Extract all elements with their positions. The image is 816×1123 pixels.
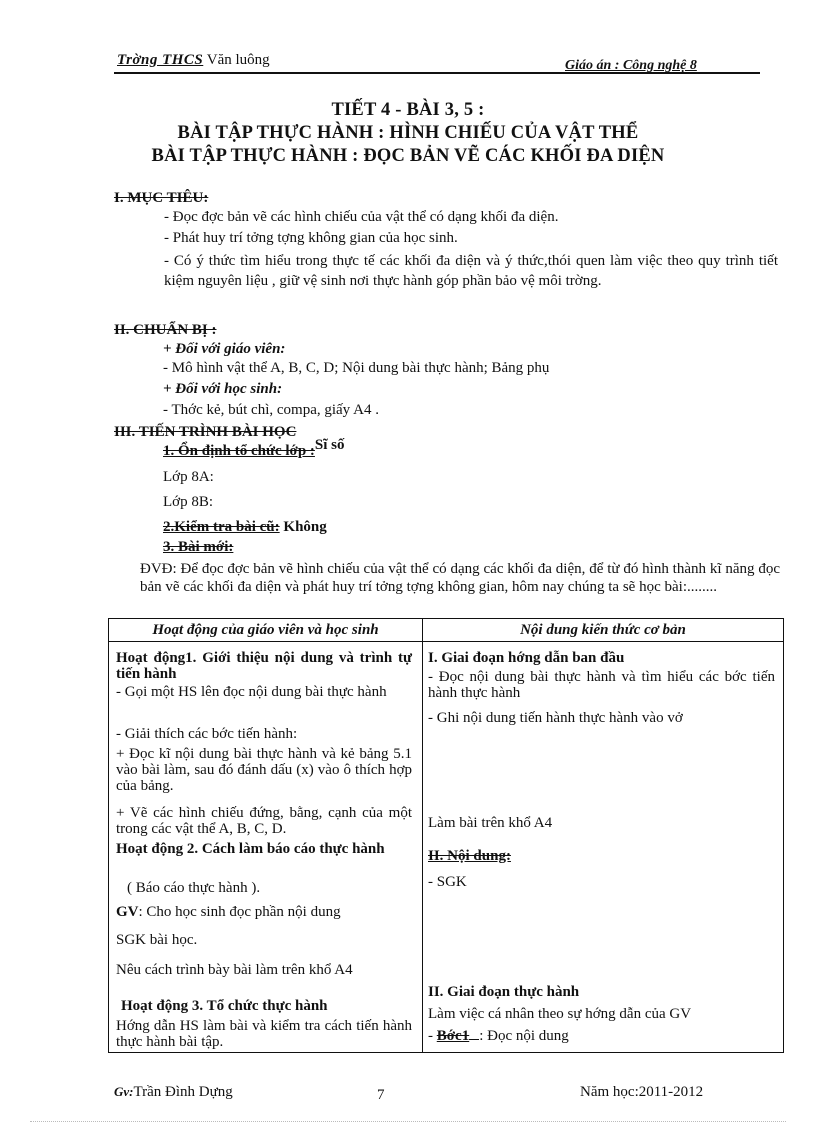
page-number: 7: [377, 1087, 385, 1103]
activity-text: SGK bài học.: [116, 932, 198, 948]
teacher-prep-label: + Đối với giáo viên:: [163, 341, 286, 357]
content-section-title: II. Nội dung:: [428, 848, 511, 864]
activity-text: - Giải thích các bớc tiến hành:: [116, 726, 298, 742]
step-2-value: Không: [279, 519, 327, 535]
lesson-title: TIẾT 4 - BÀI 3, 5 :: [331, 100, 485, 120]
step-3-label: 3. Bài mới:: [163, 539, 234, 555]
activity-text: - Gọi một HS lên đọc nội dung bài thực hành: [116, 684, 387, 700]
step-2-label: 2.Kiểm tra bài cũ:: [163, 519, 280, 535]
table-header-content: Nội dung kiến thức cơ bản: [423, 619, 784, 642]
content-text: Làm bài trên khổ A4: [428, 815, 553, 831]
content-column: [423, 642, 784, 1053]
lesson-subtitle-1: BÀI TẬP THỰC HÀNH : HÌNH CHIẾU CỦA VẬT THỂ: [177, 123, 639, 143]
stage-1-title: I. Giai đoạn hớng dẫn ban đầu: [428, 650, 625, 666]
step-2: [163, 519, 327, 536]
intro-paragraph: ĐVĐ: Để đọc đợc bản vẽ hình chiếu của vật thể có dạng các khối đa diện, để từ đó hình thành kĩ năng đọc bản vẽ các khối đa diện và phát huy trí tởng tợng không gian, hôm nay chúng ta sẽ học bài:........: [140, 561, 780, 595]
step-line: - Bớc1 : Đọc nội dung: [428, 1028, 569, 1044]
activity-text: [116, 904, 412, 920]
activity-text: + Vẽ các hình chiếu đứng, bằng, cạnh của một trong các vật thể A, B, C, D.: [116, 805, 412, 837]
footer-teacher: [114, 1084, 233, 1101]
header-school: [117, 52, 270, 69]
student-prep-item: - Thớc kẻ, bút chì, compa, giấy A4 .: [163, 402, 379, 418]
teacher-prep-item: - Mô hình vật thể A, B, C, D; Nội dung bài thực hành; Bảng phụ: [163, 360, 550, 376]
header-school-name: Văn luông: [206, 52, 270, 68]
objective-item: - Đọc đợc bản vẽ các hình chiếu của vật thể có dạng khối đa diện.: [164, 209, 559, 225]
lesson-subtitle-2: BÀI TẬP THỰC HÀNH : ĐỌC BẢN VẼ CÁC KHỐI ĐA DIỆN: [151, 146, 665, 166]
footer-rule: [30, 1121, 786, 1122]
header-doc-label: Giáo án : Công nghệ 8: [565, 58, 697, 73]
step-text: : Đọc nội dung: [479, 1028, 569, 1044]
activity-1-title: Hoạt động1. Giới thiệu nội dung và trình tự tiến hành: [116, 650, 412, 682]
footer-school-year: Năm học:2011-2012: [580, 1084, 704, 1100]
activity-text: ( Báo cáo thực hành ).: [127, 880, 261, 896]
header-rule: [114, 72, 760, 74]
activity-2-title: Hoạt động 2. Cách làm báo cáo thực hành: [116, 841, 385, 857]
content-text: Làm việc cá nhân theo sự hớng dẫn của GV: [428, 1006, 692, 1022]
step-1-label: 1. Ổn định tổ chức lớp :: [163, 443, 315, 459]
table-header-activities: Hoạt động của giáo viên và học sinh: [109, 619, 423, 642]
section-procedure-heading: III. TIẾN TRÌNH BÀI HỌC: [114, 424, 297, 440]
section-objectives-heading: I. MỤC TIÊU:: [114, 190, 209, 206]
class-8b: Lớp 8B:: [163, 494, 214, 510]
activity-text-part: : Cho học sinh đọc phần nội dung: [138, 904, 341, 920]
stage-2-title: II. Giai đoạn thực hành: [428, 984, 580, 1000]
content-text: - Đọc nội dung bài thực hành và tìm hiểu các bớc tiến hành thực hành: [428, 669, 775, 701]
objective-item: - Phát huy trí tởng tợng không gian của học sinh.: [164, 230, 458, 246]
activity-3-title: Hoạt động 3. Tổ chức thực hành: [121, 998, 328, 1014]
student-prep-label: + Đối với học sinh:: [163, 381, 283, 397]
activity-text: Nêu cách trình bày bài làm trên khổ A4: [116, 962, 353, 978]
activity-table: [108, 618, 784, 1053]
footer-gv-label: Gv:: [114, 1084, 134, 1099]
content-text: - SGK: [428, 874, 467, 890]
class-8a: Lớp 8A:: [163, 469, 214, 485]
activities-column: [109, 642, 423, 1053]
footer-teacher-name: Trần Đình Dựng: [133, 1084, 233, 1100]
step-1: [163, 437, 345, 460]
step-label: Bớc1: [436, 1028, 470, 1044]
activity-text: + Đọc kĩ nội dung bài thực hành và kẻ bảng 5.1 vào bài làm, sau đó đánh dấu (x) vào ô thích hợp của bảng.: [116, 746, 412, 794]
content-text: - Ghi nội dung tiến hành thực hành vào vở: [428, 710, 683, 726]
section-preparation-heading: II. CHUẨN BỊ :: [114, 322, 217, 338]
activity-text: Hớng dẫn HS làm bài và kiểm tra cách tiến hành thực hành bài tập.: [116, 1018, 412, 1050]
gv-label: GV: [116, 904, 139, 920]
header-school-prefix: Trờng THCS: [117, 52, 204, 68]
objective-item: - Có ý thức tìm hiểu trong thực tế các khối đa diện và ý thức,thói quen làm việc theo quy trình tiết kiệm nguyên liệu , giữ vệ sinh nơi thực hành góp phần bảo vệ môi trờng.: [164, 253, 778, 289]
step-1-value: Sĩ số: [314, 437, 345, 453]
